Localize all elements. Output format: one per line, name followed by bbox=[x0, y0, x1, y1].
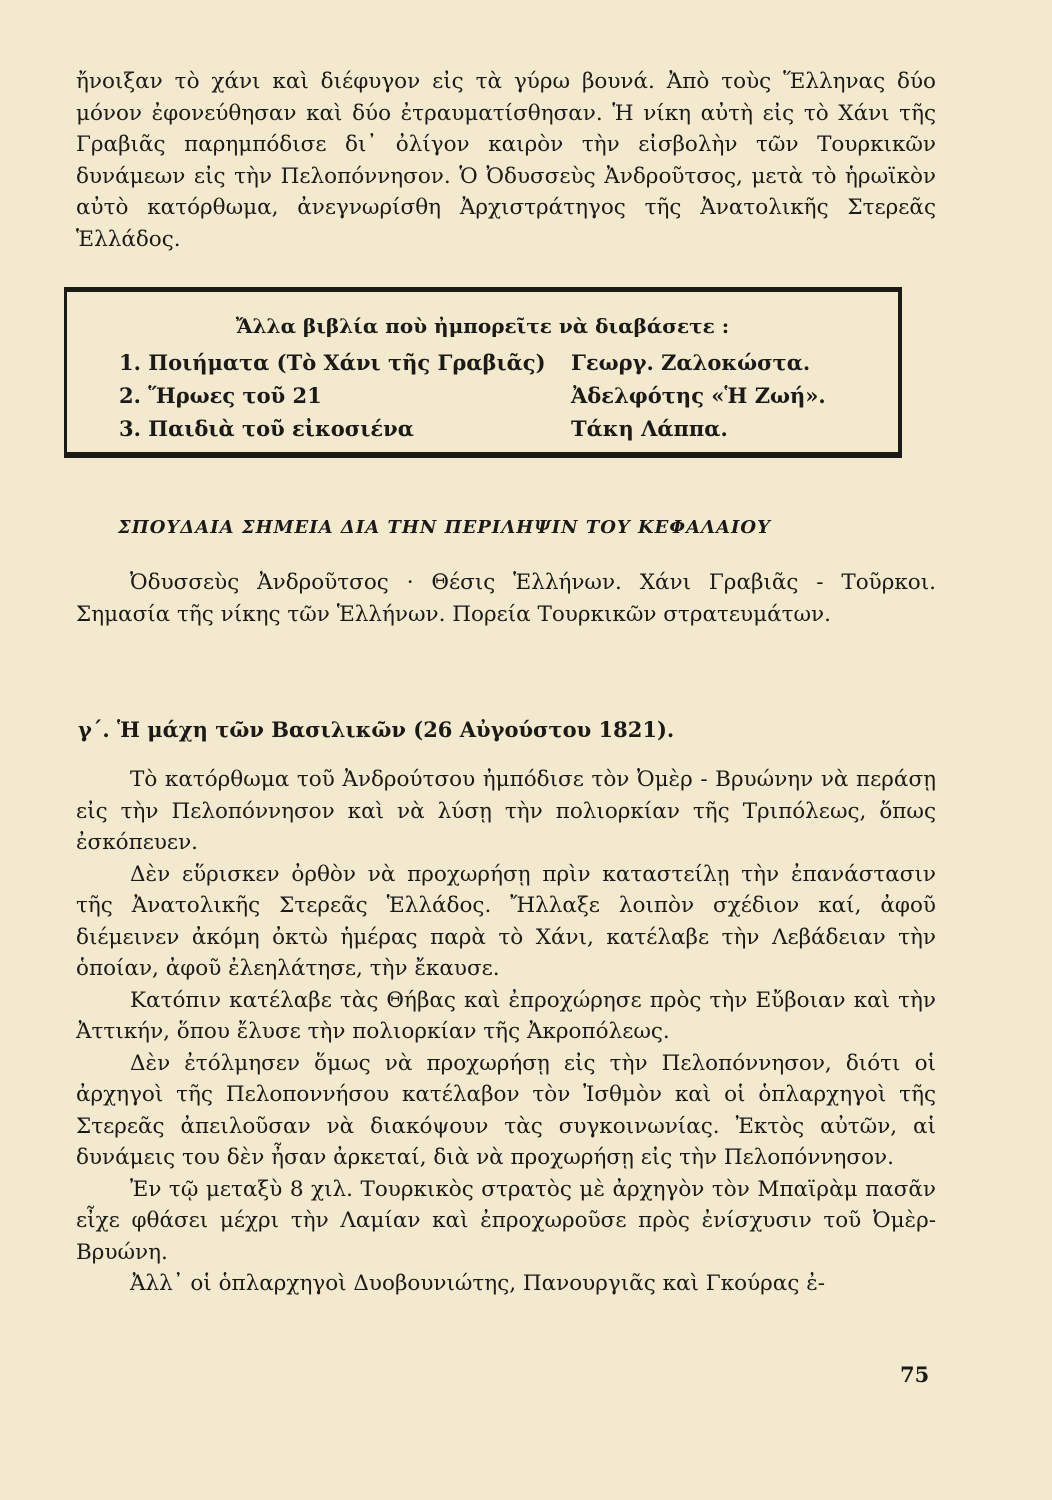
body-paragraph: Δὲν ἐτόλμησεν ὅμως νὰ προχωρήσῃ εἰς τὴν Πελοπόννησον, διότι οἱ ἀρχηγοὶ τῆς Πελοποννήσου κατέλαβον τὸν Ἰσθμὸν καὶ οἱ ὁπλαρχηγοὶ τῆς Στερεᾶς ἀπειλοῦσαν νὰ διακόψουν τὰς συγκοινωνίας. Ἐκτὸς αὐτῶν, αἱ δυνάμεις του δὲν ἦσαν ἀρκεταί, διὰ νὰ προχωρήσῃ εἰς τὴν Πελοπόννησον. bbox=[76, 1050, 936, 1170]
opening-paragraph: ἤνοιξαν τὸ χάνι καὶ διέφυγον εἰς τὰ γύρω βουνά. Ἀπὸ τοὺς Ἕλληνας δύο μόνον ἐφονεύθησαν καὶ δύο ἐτραυματίσθησαν. Ἡ νίκη αὐτὴ εἰς τὸ Χάνι τῆς Γραβιᾶς παρημπόδισε δι᾽ ὀλίγον καιρὸν τὴν εἰσβολὴν τῶν Τουρκικῶν δυνάμεων εἰς τὴν Πελοπόννησον. Ὁ Ὀδυσσεὺς Ἀνδροῦτσος, μετὰ τὸ ἡρωϊκὸν αὐτὸ κατόρθωμα, ἀνεγνωρίσθη Ἀρχιστράτηγος τῆς Ἀνατολικῆς Στερεᾶς Ἑλλάδος. bbox=[76, 69, 936, 252]
key-points-heading: ΣΠΟΥΔΑΙΑ ΣΗΜΕΙΑ ΔΙΑ ΤΗΝ ΠΕΡΙΛΗΨΙΝ ΤΟΥ ΚΕΦΑΛΑΙΟΥ bbox=[118, 517, 771, 538]
body-paragraph: Ἐν τῷ μεταξὺ 8 χιλ. Τουρκικὸς στρατὸς μὲ ἀρχηγὸν τὸν Μπαϊρὰμ πασᾶν εἶχε φθάσει μέχρι τὴν Λαμίαν καὶ ἐπροχωροῦσε πρὸς ἐνίσχυσιν τοῦ Ὀμὲρ-Βρυώνη. bbox=[76, 1176, 936, 1265]
book-entry bbox=[119, 416, 878, 446]
body-paragraph: Ἀλλ᾽ οἱ ὁπλαρχηγοὶ Δυοβουνιώτης, Πανουργιᾶς καὶ Γκούρας ἐ- bbox=[130, 1271, 825, 1296]
book-title: 3. Παιδιὰ τοῦ εἰκοσιένα bbox=[119, 416, 414, 441]
book-title: 1. Ποιήματα (Τὸ Χάνι τῆς Γραβιᾶς) bbox=[119, 350, 546, 375]
body-paragraph: Δὲν εὕρισκεν ὀρθὸν νὰ προχωρήσῃ πρὶν καταστείλῃ τὴν ἐπανάστασιν τῆς Ἀνατολικῆς Στερεᾶς Ἑλλάδος. Ἤλλαξε λοιπὸν σχέδιον καί, ἀφοῦ διέμεινεν ἀκόμη ὀκτὼ ἡμέρας παρὰ τὸ Χάνι, κατέλαβε τὴν Λεβάδειαν τὴν ὁποίαν, ἀφοῦ ἐλεηλάτησε, τὴν ἔκαυσε. bbox=[76, 861, 936, 981]
further-reading-title: Ἄλλα βιβλία ποὺ ἠμπορεῖτε νὰ διαβάσετε : bbox=[235, 314, 730, 338]
book-entry bbox=[119, 350, 878, 380]
body-paragraph: Κατόπιν κατέλαβε τὰς Θήβας καὶ ἐπροχώρησε πρὸς τὴν Εὔβοιαν καὶ τὴν Ἀττικήν, ὅπου ἔλυσε τὴν πολιορκίαν τῆς Ἀκροπόλεως. bbox=[76, 987, 936, 1044]
book-entry bbox=[119, 383, 878, 413]
section-heading: γ΄. Ἡ μάχη τῶν Βασιλικῶν (26 Αὐγούστου 1821). bbox=[78, 717, 675, 742]
book-title: 2. Ἥρωες τοῦ 21 bbox=[119, 383, 322, 408]
section-body bbox=[76, 764, 936, 1300]
body-paragraph: Τὸ κατόρθωμα τοῦ Ἀνδρούτσου ἠμπόδισε τὸν Ὀμὲρ - Βρυώνην νὰ περάσῃ εἰς τὴν Πελοπόννησον καὶ νὰ λύσῃ τὴν πολιορκίαν τῆς Τριπόλεως, ὅπως ἐσκόπευεν. bbox=[76, 767, 936, 855]
book-author: Γεωργ. Ζαλοκώστα. bbox=[571, 350, 811, 375]
key-points-text: Ὀδυσσεὺς Ἀνδροῦτσος · Θέσις Ἑλλήνων. Χάνι Γραβιᾶς - Τοῦρκοι. Σημασία τῆς νίκης τῶν Ἑλλήνων. Πορεία Τουρκικῶν στρατευμάτων. bbox=[76, 570, 936, 627]
book-author: Ἀδελφότης «Ἡ Ζωή». bbox=[571, 383, 826, 408]
page-number: 75 bbox=[900, 1362, 930, 1387]
further-reading-box bbox=[64, 287, 902, 458]
book-author: Τάκη Λάππα. bbox=[571, 416, 728, 441]
